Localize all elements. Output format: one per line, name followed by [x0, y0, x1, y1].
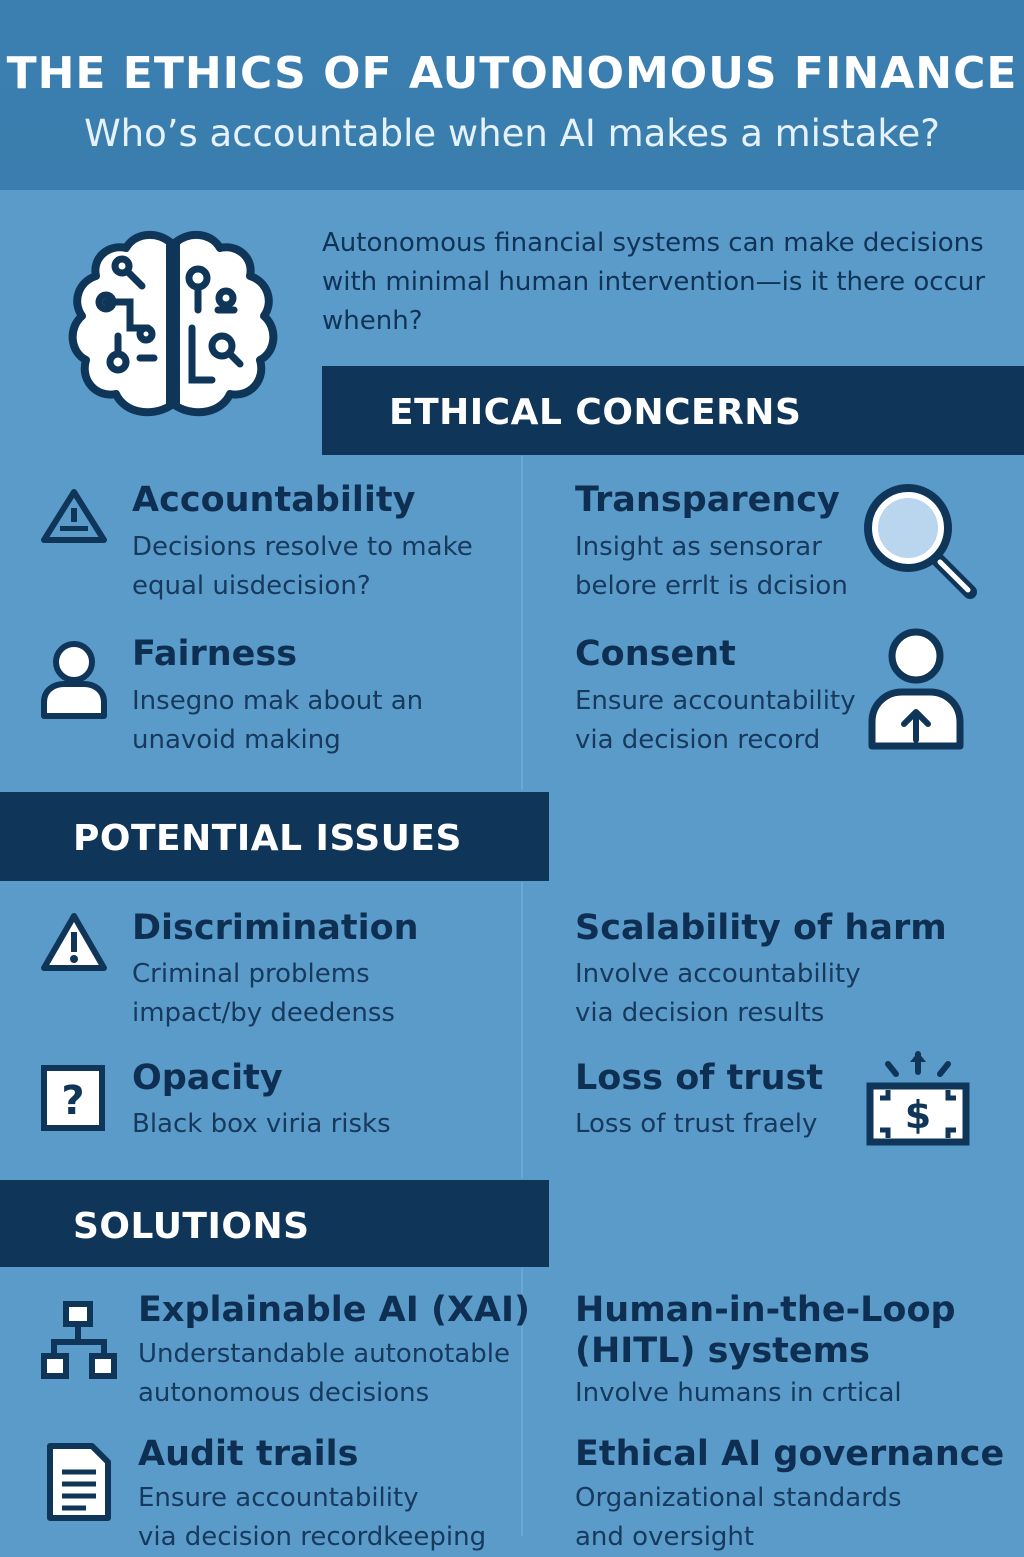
item-description: Organizational standards: [575, 1483, 902, 1513]
person-icon: [40, 640, 108, 720]
item-description: autonomous decisions: [138, 1378, 430, 1408]
dollar-bill-icon: [866, 1050, 970, 1146]
item-title: Scalability of harm: [575, 908, 947, 948]
brain-circuit-icon: [62, 228, 284, 424]
item-title: Accountability: [132, 480, 416, 520]
item-description: Black box viria risks: [132, 1109, 391, 1139]
item-title: Explainable AI (XAI): [138, 1290, 531, 1330]
item-description: belore errlt is dcision: [575, 571, 848, 601]
item-title: (HITL) systems: [575, 1331, 870, 1371]
item-description: equal uisdecision?: [132, 571, 371, 601]
item-description: Insegno mak about an: [132, 686, 424, 716]
svg-text:?: ?: [61, 1078, 85, 1124]
potential-issues-band: [0, 792, 549, 881]
item-description: via decision recordkeeping: [138, 1522, 487, 1552]
section-heading: SOLUTIONS: [73, 1206, 310, 1247]
item-description: Loss of trust fraely: [575, 1109, 818, 1139]
item-description: Decisions resolve to make: [132, 532, 473, 562]
item-title: Loss of trust: [575, 1058, 824, 1098]
item-description: Insight as sensorar: [575, 532, 822, 562]
item-title: Transparency: [575, 480, 840, 520]
alert-triangle-icon: [40, 912, 108, 972]
item-title: Audit trails: [138, 1434, 359, 1474]
item-title: Opacity: [132, 1058, 283, 1098]
solutions-band: [0, 1180, 549, 1267]
magnifier-icon: [860, 480, 980, 602]
section-heading: POTENTIAL ISSUES: [73, 818, 462, 859]
item-description: Understandable autonotable: [138, 1339, 511, 1369]
ethical-concerns-band: [322, 366, 1024, 455]
page-subtitle: Who’s accountable when AI makes a mistake?: [84, 112, 940, 155]
item-title: Consent: [575, 634, 736, 674]
item-description: via decision record: [575, 725, 821, 755]
section-heading: ETHICAL CONCERNS: [389, 392, 802, 433]
item-description: Involve humans in crtical: [575, 1378, 902, 1408]
intro-text: Autonomous financial systems can make decisions with minimal human intervention—is it there occur whenh?: [322, 228, 986, 336]
item-description: Ensure accountability: [575, 686, 856, 716]
item-description: via decision results: [575, 998, 825, 1028]
header: [0, 0, 1024, 190]
item-description: and oversight: [575, 1522, 755, 1552]
document-icon: [46, 1442, 112, 1522]
item-description: Involve accountability: [575, 959, 861, 989]
column-divider: [521, 456, 523, 790]
item-title: Human-in-the-Loop: [575, 1290, 956, 1330]
svg-text:$: $: [904, 1093, 932, 1137]
item-title: Ethical AI governance: [575, 1434, 1005, 1474]
item-description: unavoid making: [132, 725, 341, 755]
item-description: Criminal problems: [132, 959, 370, 989]
item-title: Fairness: [132, 634, 298, 674]
warning-triangle-icon: [40, 488, 108, 544]
column-divider: [521, 882, 523, 1178]
page-title: THE ETHICS OF AUTONOMOUS FINANCE: [6, 48, 1018, 99]
item-description: Ensure accountability: [138, 1483, 419, 1513]
person-upload-icon: [868, 628, 964, 750]
item-description: impact/by deedenss: [132, 998, 395, 1028]
hierarchy-icon: [40, 1300, 118, 1380]
item-title: Discrimination: [132, 908, 419, 948]
question-box-icon: [40, 1064, 106, 1132]
